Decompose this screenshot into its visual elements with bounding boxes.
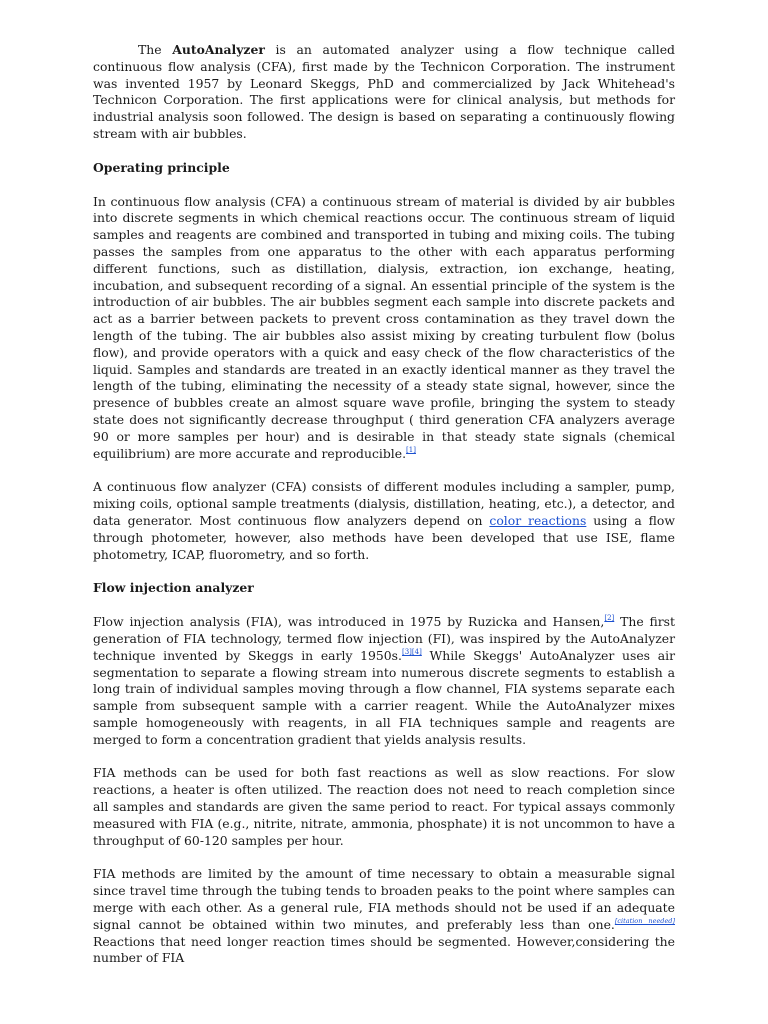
paragraph-text: Reactions that need longer reaction times should be segmented. However,considering the number of FIA xyxy=(93,933,675,966)
fia-paragraph-2: FIA methods can be used for both fast reactions as well as slow reactions. For slow reactions, a heater is often utilized. The reaction does not need to reach completion since all samples and standards are given the same period to react. For typical assays commonly measured with FIA (e.g., nitrite, nitrate, ammonia, phosphate) it is not uncommon to have a throughput of 60-120 samples per hour. xyxy=(93,765,675,848)
operating-principle-paragraph-1 xyxy=(93,194,675,463)
reference-link-1[interactable]: [1] xyxy=(406,445,416,454)
paragraph-text: Flow injection analysis (FIA), was introduced in 1975 by Ruzicka and Hansen, xyxy=(93,614,605,630)
paragraph-text: FIA methods are limited by the amount of time necessary to obtain a measurable signal since travel time through the tubing tends to broaden peaks to the point where samples can merge with each other. As a general rule, FIA methods should not be used if an adequate signal cannot be obtained within two minutes, and preferably less than one. xyxy=(93,866,675,932)
fia-paragraph-1 xyxy=(93,614,675,748)
intro-text: is an automated analyzer using a flow technique called continuous flow analysis (CFA), first made by the Technicon Corporation. The instrument was invented 1957 by Leonard Skeggs, PhD and commercialized by Jack Whitehead's Technicon Corporation. The first applications were for clinical analysis, but methods for industrial analysis soon followed. The design is based on separating a continuously flowing stream with air bubbles. xyxy=(93,42,675,141)
paragraph-text: using a flow through photometer, however, also methods have been developed that use ISE, flame photometry, ICAP, fluorometry, and so forth. xyxy=(93,512,676,562)
reference-link-4[interactable]: [4] xyxy=(411,647,422,656)
paragraph-text: While Skeggs' AutoAnalyzer uses air segmentation to separate a flowing stream into numerous discrete segments to establish a long train of individual samples moving through a flow channel, FIA systems separate each sample from subsequent sample with a carrier reagent. While the AutoAnalyzer mixes sample homogeneously with reagents, in all FIA techniques sample and reagents are merged to form a concentration gradient that yields analysis results. xyxy=(93,647,675,747)
section-heading-flow-injection-analyzer: Flow injection analyzer xyxy=(93,580,254,596)
reference-link-3[interactable]: [3] xyxy=(401,647,412,656)
paragraph-text: A continuous flow analyzer (CFA) consists of different modules including a sampler, pump, mixing coils, optional sample treatments (dialysis, distillation, heating, etc.), a detector, and data generator. Most continuous flow analyzers depend on xyxy=(93,479,675,528)
document-page xyxy=(93,42,675,984)
fia-paragraph-3 xyxy=(93,866,675,967)
intro-term: AutoAnalyzer xyxy=(172,42,265,57)
intro-lead: The xyxy=(138,42,173,57)
paragraph-text: In continuous flow analysis (CFA) a continuous stream of material is divided by air bubbles into discrete segments in which chemical reactions occur. The continuous stream of liquid samples and reagents are combined and transported in tubing and mixing coils. The tubing passes the samples from one apparatus to the other with each apparatus performing different functions, such as distillation, dialysis, extraction, ion exchange, heating, incubation, and subsequent recording of a signal. An essential principle of the system is the introduction of air bubbles. The air bubbles segment each sample into discrete packets and act as a barrier between packets to prevent cross contamination as they travel down the length of the tubing. The air bubbles also assist mixing by creating turbulent flow (bolus flow), and provide operators with a quick and easy check of the flow characteristics of the liquid. Samples and standards are treated in an exactly identical manner as they travel the length of the tubing, eliminating the necessity of a steady state signal, however, since the presence of bubbles create an almost square wave profile, bringing the system to steady state does not significantly decrease throughput ( third generation CFA analyzers average 90 or more samples per hour) and is desirable in that steady state signals (chemical equilibrium) are more accurate and reproducible. xyxy=(93,193,675,461)
color-reactions-link[interactable]: color reactions xyxy=(489,512,587,528)
section-heading-operating-principle: Operating principle xyxy=(93,159,230,175)
citation-needed-link[interactable]: [citation needed] xyxy=(614,916,675,925)
intro-paragraph xyxy=(93,42,675,143)
operating-principle-paragraph-2 xyxy=(93,479,675,563)
reference-link-2[interactable]: [2] xyxy=(604,614,615,623)
paragraph-text: The first generation of FIA technology, termed flow injection (FI), was inspired by the AutoAnalyzer technique invented by Skeggs in early 1950s. xyxy=(93,614,675,663)
